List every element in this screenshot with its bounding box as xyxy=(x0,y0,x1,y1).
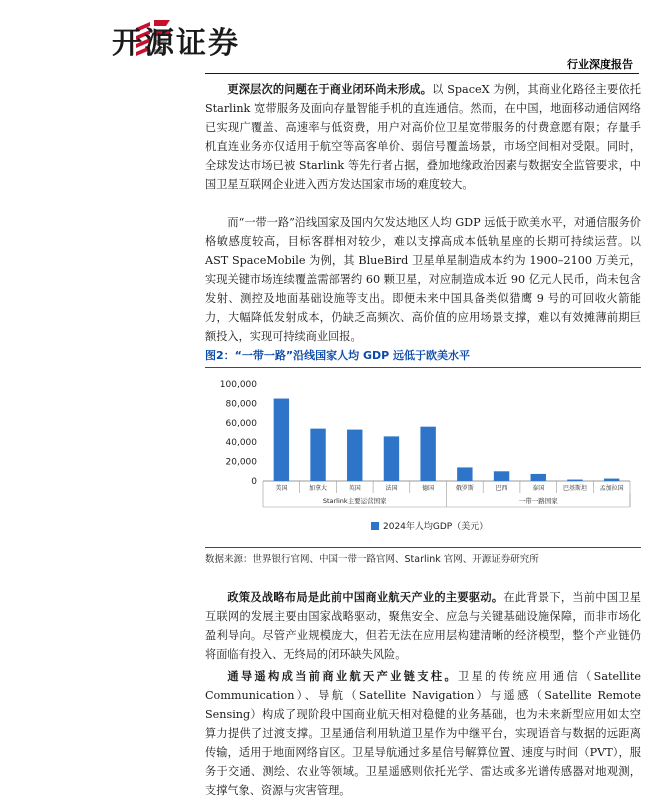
group-label: 一带一路国家 xyxy=(518,497,558,505)
category-label: 德国 xyxy=(422,485,435,492)
paragraph-text xyxy=(205,588,641,664)
bar xyxy=(531,474,546,481)
bar xyxy=(420,427,435,481)
paragraph-commercial-loop xyxy=(205,80,641,194)
category-label: 法国 xyxy=(385,485,398,492)
y-tick-label: 0 xyxy=(251,477,257,487)
paragraph-text xyxy=(205,213,641,346)
chart-canvas xyxy=(205,372,641,540)
group-label: Starlink主要运营国家 xyxy=(322,497,387,505)
paragraph-lead: 通导遥构成当前商业航天产业链支柱。 xyxy=(227,669,459,683)
paragraph-body: 以 SpaceX 为例，其商业化路径主要依托 Starlink 宽带服务及面向存量智能手机的直连通信。然而，在中国，地面移动通信网络已实现广覆盖、高速率与低资费，用户对高价位卫星宽带服务的付费意愿有限；存量手机直连业务亦仅适用于航空等高客单价、弱信号覆盖场景，市场空间相对受限。同时，全球发达市场已被 Starlink 等先行者占据，叠加地缘政治因素与数据安全监管要求，中国卫星互联网企业进入西方发达国家市场的难度较大。 xyxy=(205,83,641,191)
legend-label: 2024年人均GDP（美元） xyxy=(383,522,489,532)
y-tick-label: 100,000 xyxy=(219,380,257,390)
header-divider xyxy=(205,73,639,74)
category-label: 巴西 xyxy=(495,485,508,492)
bar xyxy=(604,479,619,481)
figure-title: 图2：“一带一路”沿线国家人均 GDP 远低于欧美水平 xyxy=(205,347,641,368)
bar xyxy=(347,430,362,481)
category-label: 加拿大 xyxy=(309,485,328,492)
y-tick-label: 80,000 xyxy=(225,399,257,410)
legend-swatch xyxy=(371,522,379,530)
bar xyxy=(274,399,289,481)
paragraph-belt-road xyxy=(205,213,641,346)
paragraph-body: 在此背景下，当前中国卫星互联网的发展主要由国家战略驱动，聚焦安全、应急与关键基础设施保障，而非市场化盈利导向。尽管产业规模庞大，但若无法在应用层构建清晰的经济模型，整个产业链仍将面临有投入、无终局的闭环缺失风险。 xyxy=(205,591,641,661)
report-type-label: 行业深度报告 xyxy=(567,58,633,71)
category-label: 孟加拉国 xyxy=(599,485,624,492)
bar xyxy=(457,467,472,481)
y-tick-label: 60,000 xyxy=(225,418,257,429)
category-label: 巴基斯坦 xyxy=(562,485,587,492)
figure-source: 数据来源：世界银行官网、中国一带一路官网、Starlink 官网、开源证券研究所 xyxy=(205,547,641,565)
paragraph-text xyxy=(205,667,641,800)
paragraph-text xyxy=(205,80,641,194)
paragraph-lead: 政策及战略布局是此前中国商业航天产业的主要驱动。 xyxy=(227,590,504,604)
category-label: 泰国 xyxy=(532,485,545,492)
bar xyxy=(310,429,325,481)
category-label: 美国 xyxy=(275,485,288,492)
gdp-bar-chart xyxy=(205,372,641,540)
paragraph-applications xyxy=(205,667,641,800)
bar xyxy=(567,480,582,481)
paragraph-policy xyxy=(205,588,641,664)
y-tick-label: 40,000 xyxy=(225,438,257,449)
bar xyxy=(384,436,399,481)
y-tick-label: 20,000 xyxy=(225,457,257,468)
paragraph-lead: 更深层次的问题在于商业闭环尚未形成。 xyxy=(227,82,433,96)
paragraph-body: 而“一带一路”沿线国家及国内欠发达地区人均 GDP 远低于欧美水平，对通信服务价格敏感度较高，目标客群相对较少，难以支撑高成本低轨星座的长期可持续运营。以 AST SpaceMobile 为例，其 BlueBird 卫星单星制造成本约为 1900–2100 万美元，实现关键市场连续覆盖需部署约 60 颗卫星，对应制造成本近 90 亿元人民币，尚未包含发射、测控及地面基础设施等支出。即便未来中国具备类似猎鹰 9 号的可回收火箭能力，大幅降低发射成本，仍缺乏高频次、高价值的应用场景支撑，难以有效摊薄前期巨额投入，实现可持续商业回报。 xyxy=(205,216,641,343)
brand-name: 开源证券 xyxy=(112,26,240,61)
bar xyxy=(494,471,509,481)
report-header xyxy=(0,0,663,71)
category-label: 英国 xyxy=(348,485,361,492)
paragraph-body: 卫星的传统应用通信（Satellite Communication）、导航（Satellite Navigation）与遥感（Satellite Remote Sensing）构成了现阶段中国商业航天相对稳健的业务基础，也为未来新型应用如太空算力提供了过渡支撑。卫星通信利用轨道卫星作为中继平台，实现语音与数据的远距离传输，适用于地面网络盲区。卫星导航通过多星信号解算位置、速度与时间（PVT），服务于交通、测绘、农业等领域。卫星遥感则依托光学、雷达或多光谱传感器对地观测，支撑气象、资源与灾害管理。 xyxy=(205,670,641,797)
category-label: 俄罗斯 xyxy=(455,485,474,492)
